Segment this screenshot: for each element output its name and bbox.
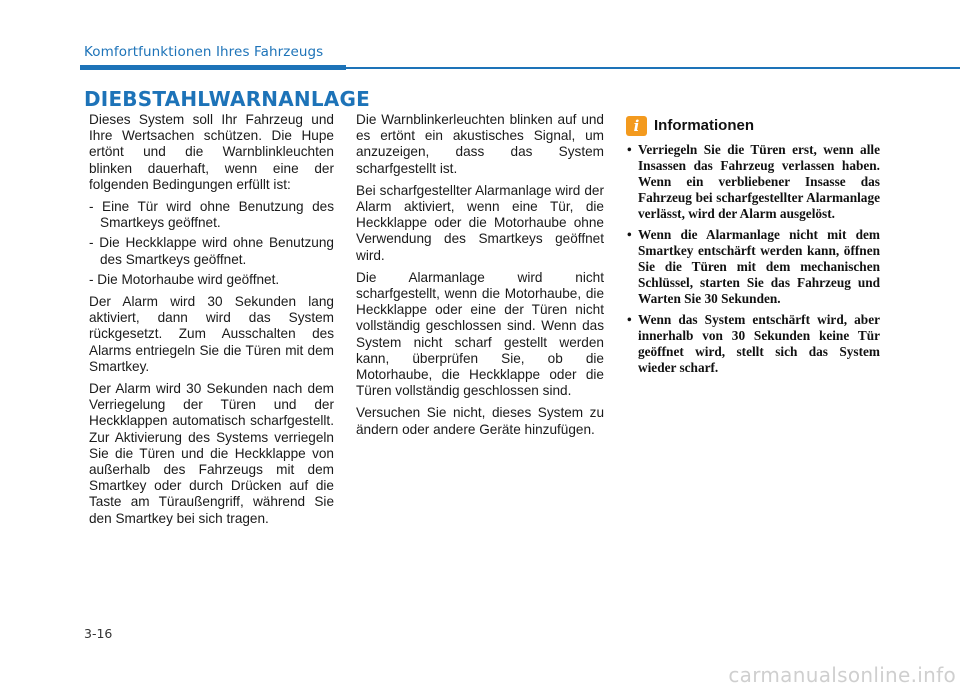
bullet: •: [627, 312, 632, 327]
armed-signal-paragraph: Die Warnblinkerleuchten blinken auf und es ertönt ein akustisches Signal, um anzuzeigen, dass das System scharfgestellt ist.: [356, 112, 604, 176]
information-item: [624, 227, 880, 307]
information-item: [624, 142, 880, 222]
information-item-text: Wenn die Alarmanlage nicht mit dem Smartkey entschärft werden kann, öffnen Sie die Türen mit dem mechanischen Schlüssel, starten Sie das Fahrzeug und Warten Sie 30 Sekunden.: [638, 227, 880, 306]
text-column-left: [89, 112, 334, 533]
information-item-text: Verriegeln Sie die Türen erst, wenn alle Insassen das Fahrzeug verlassen haben. Wenn ein verbliebener Insasse das Fahrzeug bei scharfgestellter Alarmanlage verlässt, wird der Alarm ausgelöst.: [638, 142, 880, 221]
header-bar: [80, 65, 346, 70]
alarm-trigger-paragraph: Bei scharfgestellter Alarmanlage wird der Alarm aktiviert, wenn eine Tür, die Heckklappe oder die Motorhaube ohne Verwendung des Smartkeys geöffnet wird.: [356, 182, 604, 263]
information-list: [624, 142, 880, 376]
information-box: [624, 114, 880, 381]
alarm-duration-paragraph: Der Alarm wird 30 Sekunden lang aktiviert, dann wird das System rückgesetzt. Zum Ausschalten des Alarms entriegeln Sie die Türen mit dem Smartkey.: [89, 294, 334, 374]
page-number: 3-16: [84, 626, 113, 641]
header-rule: [346, 67, 960, 69]
auto-arm-paragraph: Der Alarm wird 30 Sekunden nach dem Verriegelung der Türen und der Heckklappen automatisch scharfgestellt. Zur Aktivierung des Systems verriegeln Sie die Türen und die Heckklappe von außerhalb des Fahrzeugs mit dem Smartkey oder durch Drücken auf die Taste am Türaußengriff, während Sie den Smartkey bei sich tragen.: [89, 381, 334, 526]
modification-warning-paragraph: Versuchen Sie nicht, dieses System zu ändern oder andere Geräte hinzufügen.: [356, 405, 604, 437]
page-title: DIEBSTAHLWARNANLAGE: [84, 87, 370, 111]
not-armed-paragraph: Die Alarmanlage wird nicht scharfgestellt, wenn die Motorhaube, die Heckklappe oder eine der Türen nicht vollständig geschlossen sind. Wenn das System nicht scharf gestellt werden kann, überprüfen Sie, ob die Motorhaube, die Heckklappe oder die Türen vollständig geschlossen sind.: [356, 269, 604, 399]
condition-item: - Die Motorhaube wird geöffnet.: [89, 271, 280, 287]
information-header: [624, 114, 880, 136]
information-item-text: Wenn das System entschärft wird, aber innerhalb von 30 Sekunden keine Tür geöffnet wird, stellt sich das System wieder scharf.: [638, 312, 880, 375]
information-item: [624, 312, 880, 376]
conditions-list: [89, 199, 334, 288]
watermark: carmanualsonline.info: [728, 663, 956, 687]
condition-item: - Die Heckklappe wird ohne Benutzung des Smartkeys geöffnet.: [89, 235, 334, 267]
condition-item: - Eine Tür wird ohne Benutzung des Smartkeys geöffnet.: [89, 199, 334, 231]
info-icon: i: [626, 116, 647, 136]
information-title: Informationen: [654, 117, 754, 134]
bullet: •: [627, 227, 632, 242]
section-header: Komfortfunktionen Ihres Fahrzeugs: [84, 44, 324, 60]
intro-paragraph: Dieses System soll Ihr Fahrzeug und Ihre Wertsachen schützen. Die Hupe ertönt und die Warnblinkleuchten blinken dauerhaft, wenn eine der folgenden Bedingungen erfüllt ist:: [89, 112, 334, 192]
text-column-middle: [356, 112, 604, 444]
bullet: •: [627, 142, 632, 157]
